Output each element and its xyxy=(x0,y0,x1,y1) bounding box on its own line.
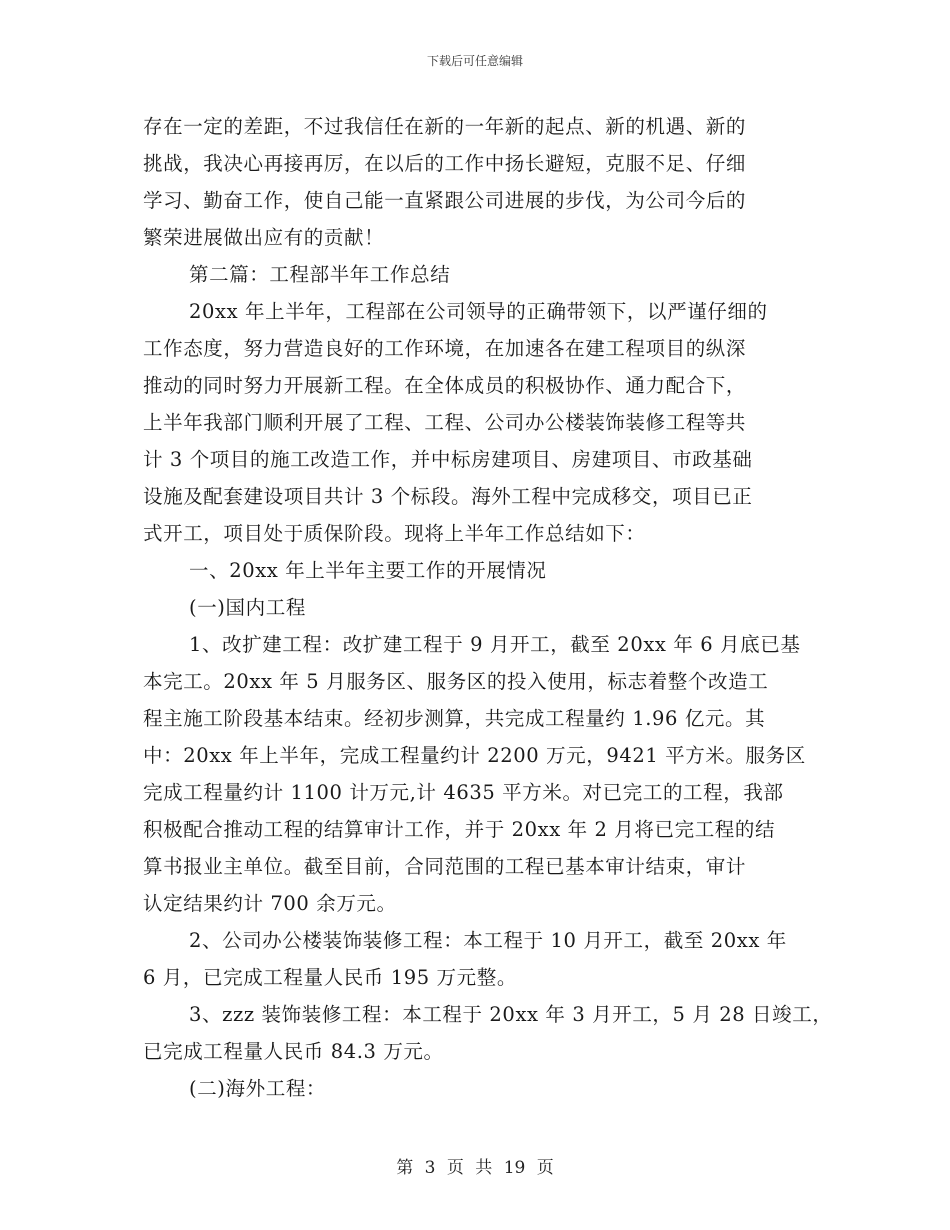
text-line: 工作态度，努力营造良好的工作环境，在加速各在建工程项目的纵深 xyxy=(143,337,747,360)
text-line: 完成工程量约计 1100 计万元,计 4635 平方米。对已完工的工程，我部 xyxy=(143,781,784,804)
subsection-heading: (二)海外工程： xyxy=(189,1077,327,1100)
text-line: 20xx 年上半年，工程部在公司领导的正确带领下，以严谨仔细的 xyxy=(189,300,768,323)
text-line: 程主施工阶段基本结束。经初步测算，共完成工程量约 1.96 亿元。其 xyxy=(143,707,766,730)
text-line: 挑战，我决心再接再厉，在以后的工作中扬长避短，克服不足、仔细 xyxy=(143,152,747,175)
text-line: 推动的同时努力开展新工程。在全体成员的积极协作、通力配合下， xyxy=(143,374,747,397)
subsection-heading: (一)国内工程 xyxy=(189,596,306,619)
text-line: 6 月，已完成工程量人民币 195 万元整。 xyxy=(143,966,517,989)
text-line: 2、公司办公楼装饰装修工程：本工程于 10 月开工，截至 20xx 年 xyxy=(189,929,787,952)
subsection-heading: 一、20xx 年上半年主要工作的开展情况 xyxy=(189,559,547,582)
text-line: 中：20xx 年上半年，完成工程量约计 2200 万元，9421 平方米。服务区 xyxy=(143,744,806,767)
document-body xyxy=(143,108,833,1107)
text-line: 认定结果约计 700 余万元。 xyxy=(143,892,397,915)
page-number-footer: 第 3 页 共 19 页 xyxy=(396,1158,554,1178)
text-line: 存在一定的差距，不过我信任在新的一年新的起点、新的机遇、新的 xyxy=(143,115,747,138)
text-line: 上半年我部门顺利开展了工程、工程、公司办公楼装饰装修工程等共 xyxy=(143,411,747,434)
text-line: 繁荣进展做出应有的贡献！ xyxy=(143,226,385,249)
text-line: 1、改扩建工程：改扩建工程于 9 月开工，截至 20xx 年 6 月底已基 xyxy=(189,633,801,656)
text-line: 已完成工程量人民币 84.3 万元。 xyxy=(143,1040,444,1063)
text-line: 3、zzz 装饰装修工程：本工程于 20xx 年 3 月开工，5 月 28 日竣工， xyxy=(189,1003,833,1026)
text-line: 设施及配套建设项目共计 3 个标段。海外工程中完成移交，项目已正 xyxy=(143,485,753,508)
text-line: 式开工，项目处于质保阶段。现将上半年工作总结如下： xyxy=(143,522,646,545)
text-line: 本完工。20xx 年 5 月服务区、服务区的投入使用，标志着整个改造工 xyxy=(143,670,769,693)
text-line: 积极配合推动工程的结算审计工作，并于 20xx 年 2 月将已完工程的结 xyxy=(143,818,776,841)
section-title: 第二篇：工程部半年工作总结 xyxy=(189,263,451,286)
page-header-note: 下载后可任意编辑 xyxy=(426,54,523,68)
text-line: 计 3 个项目的施工改造工作，并中标房建项目、房建项目、市政基础 xyxy=(143,448,753,471)
text-line: 学习、勤奋工作，使自己能一直紧跟公司进展的步伐，为公司今后的 xyxy=(143,189,747,212)
text-line: 算书报业主单位。截至目前，合同范围的工程已基本审计结束，审计 xyxy=(143,855,747,878)
